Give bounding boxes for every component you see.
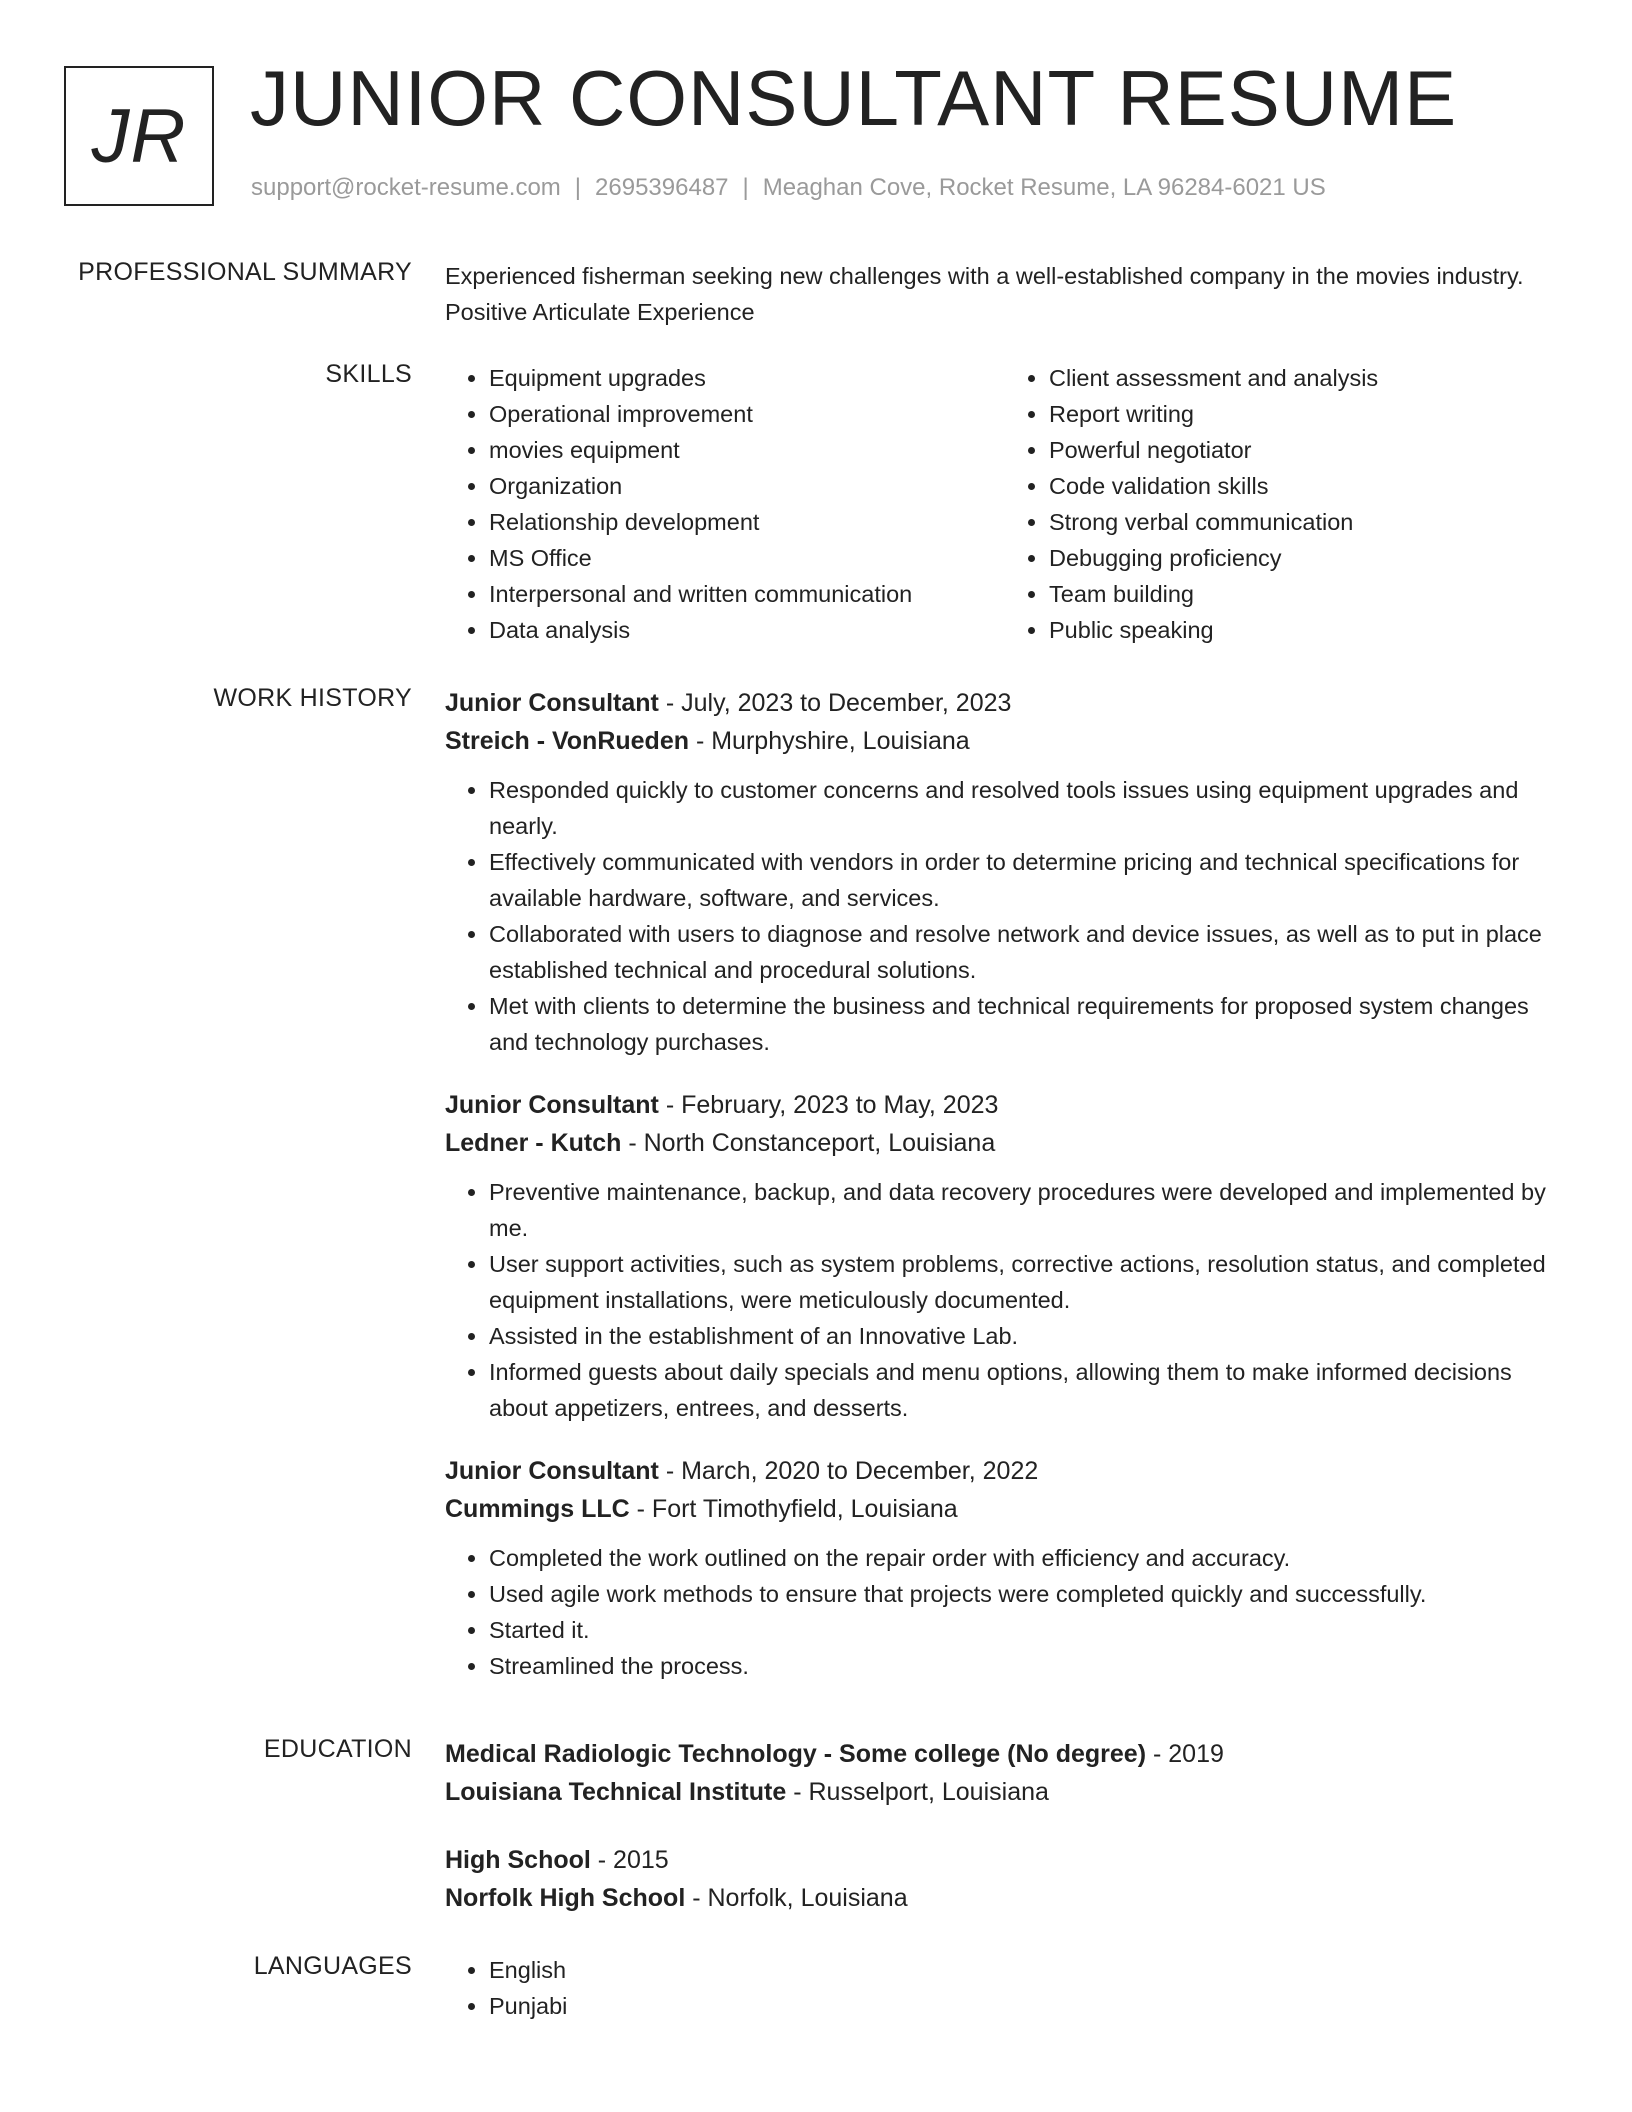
contact-separator: |	[742, 174, 749, 201]
education-location: - Norfolk, Louisiana	[685, 1884, 908, 1912]
job-bullet: • User support activities, such as system problems, corrective actions, resolution status, and completed equipment installations, were meticulously documented.	[489, 1246, 1565, 1318]
education-school-line	[445, 1879, 1565, 1917]
education-degree: High School	[445, 1846, 591, 1874]
skill-item: • Team building	[1049, 576, 1565, 612]
job-bullet: • Assisted in the establishment of an Innovative Lab.	[489, 1318, 1565, 1354]
job-bullets	[445, 1540, 1565, 1684]
monogram-logo: JR	[64, 66, 214, 206]
skill-item: • Report writing	[1049, 396, 1565, 432]
job-company: Streich - VonRueden	[445, 727, 690, 755]
contact-address: Meaghan Cove, Rocket Resume, LA 96284-6021 US	[762, 174, 1326, 201]
job-bullet: • Responded quickly to customer concerns and resolved tools issues using equipment upgrades and nearly.	[489, 772, 1565, 844]
language-item: • Punjabi	[489, 1988, 1565, 2024]
job-location: - Fort Timothyfield, Louisiana	[629, 1495, 958, 1523]
education-location: - Russelport, Louisiana	[786, 1778, 1049, 1806]
job-title-line	[445, 1086, 1565, 1124]
job-company: Ledner - Kutch	[445, 1129, 622, 1157]
job-bullet: • Started it.	[489, 1612, 1565, 1648]
skill-item: • Data analysis	[489, 612, 1005, 648]
job-bullets	[445, 772, 1565, 1060]
education-year: - 2019	[1146, 1740, 1224, 1768]
job-company-line	[445, 1490, 1565, 1528]
skill-item: • Equipment upgrades	[489, 360, 1005, 396]
skill-item: • movies equipment	[489, 432, 1005, 468]
contact-separator: |	[574, 174, 582, 201]
job-title: Junior Consultant	[445, 689, 659, 717]
education-year: - 2015	[590, 1846, 669, 1874]
job-entry	[445, 684, 1565, 1060]
job-entry	[445, 1452, 1565, 1684]
job-dates: - February, 2023 to May, 2023	[658, 1091, 999, 1119]
job-location: - Murphyshire, Louisiana	[689, 727, 970, 755]
education-entry	[445, 1841, 1565, 1917]
skill-item: • Debugging proficiency	[1049, 540, 1565, 576]
education-degree: Medical Radiologic Technology - Some college (No degree)	[445, 1740, 1147, 1768]
languages-list	[445, 1952, 1565, 2024]
job-title-line	[445, 684, 1565, 722]
skill-item: • Interpersonal and written communication	[489, 576, 1005, 612]
job-dates: - July, 2023 to December, 2023	[658, 689, 1012, 717]
skills-grid	[445, 360, 1565, 648]
education-school-line	[445, 1773, 1565, 1811]
skills-list-right	[1005, 360, 1565, 648]
job-bullet: • Streamlined the process.	[489, 1648, 1565, 1684]
section-label-summary: PROFESSIONAL SUMMARY	[78, 258, 412, 286]
job-bullet: • Preventive maintenance, backup, and data recovery procedures were developed and implemented by me.	[489, 1174, 1565, 1246]
section-label-skills: SKILLS	[325, 360, 412, 388]
skill-item: • Operational improvement	[489, 396, 1005, 432]
skill-item: • Strong verbal communication	[1049, 504, 1565, 540]
job-bullet: • Used agile work methods to ensure that projects were completed quickly and successfully.	[489, 1576, 1565, 1612]
job-title: Junior Consultant	[445, 1091, 659, 1119]
job-bullet: • Effectively communicated with vendors in order to determine pricing and technical specifications for available hardware, software, and services.	[489, 844, 1565, 916]
job-bullets	[445, 1174, 1565, 1426]
education-degree-line	[445, 1735, 1565, 1773]
skill-item: • Client assessment and analysis	[1049, 360, 1565, 396]
job-bullet: • Informed guests about daily specials and menu options, allowing them to make informed decisions about appetizers, entrees, and desserts.	[489, 1354, 1565, 1426]
education-entry	[445, 1735, 1565, 1811]
skill-item: • Public speaking	[1049, 612, 1565, 648]
job-location: - North Constanceport, Louisiana	[621, 1129, 996, 1157]
job-company: Cummings LLC	[445, 1495, 630, 1523]
education-body	[445, 1735, 1565, 1947]
section-label-work-history: WORK HISTORY	[213, 684, 412, 712]
contact-line	[251, 174, 1326, 202]
education-school: Norfolk High School	[445, 1884, 686, 1912]
job-title: Junior Consultant	[445, 1457, 659, 1485]
language-item: • English	[489, 1952, 1565, 1988]
education-school: Louisiana Technical Institute	[445, 1778, 787, 1806]
job-company-line	[445, 1124, 1565, 1162]
job-dates: - March, 2020 to December, 2022	[658, 1457, 1039, 1485]
section-label-languages: LANGUAGES	[253, 1952, 412, 1980]
skill-item: • Organization	[489, 468, 1005, 504]
job-title-line	[445, 1452, 1565, 1490]
section-label-education: EDUCATION	[263, 1735, 412, 1763]
work-history-body	[445, 684, 1565, 1710]
job-bullet: • Collaborated with users to diagnose and resolve network and device issues, as well as to put in place established technical and procedural solutions.	[489, 916, 1565, 988]
job-company-line	[445, 722, 1565, 760]
contact-email[interactable]: support@rocket-resume.com	[251, 174, 561, 201]
skill-item: • Relationship development	[489, 504, 1005, 540]
skill-item: • Code validation skills	[1049, 468, 1565, 504]
job-bullet: • Completed the work outlined on the repair order with efficiency and accuracy.	[489, 1540, 1565, 1576]
skill-item: • Powerful negotiator	[1049, 432, 1565, 468]
job-bullet: • Met with clients to determine the business and technical requirements for proposed system changes and technology purchases.	[489, 988, 1565, 1060]
summary-text: Experienced fisherman seeking new challenges with a well-established company in the movies industry. Positive Articulate Experience	[445, 263, 1524, 325]
skills-list-left	[445, 360, 1005, 648]
skill-item: • MS Office	[489, 540, 1005, 576]
job-entry	[445, 1086, 1565, 1426]
languages-body	[445, 1952, 1565, 2024]
education-degree-line	[445, 1841, 1565, 1879]
resume-title: JUNIOR CONSULTANT RESUME	[250, 54, 1458, 142]
contact-phone[interactable]: 2695396487	[595, 174, 729, 201]
